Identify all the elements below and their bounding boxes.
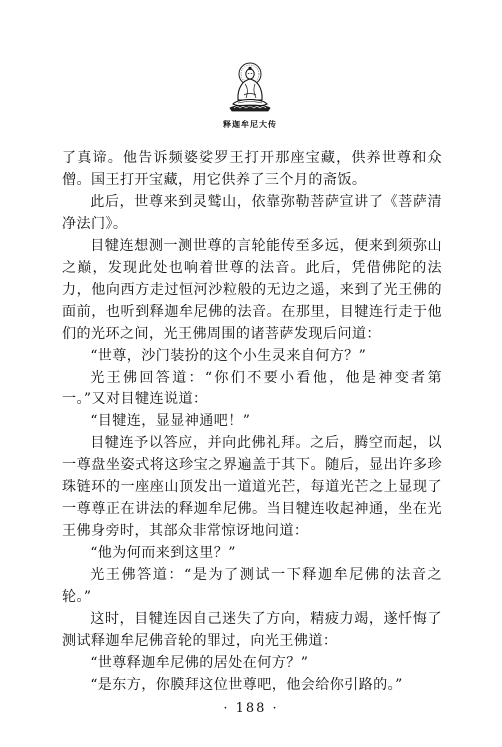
paragraph: 此后，世尊来到灵鹫山，依靠弥勒菩萨宣讲了《菩萨清净法门》。 (62, 193, 442, 232)
buddha-figure-illustration (226, 60, 274, 114)
paragraph: “目犍连，显显神通吧！” (90, 413, 251, 430)
paragraph: “世尊释迦牟尼佛的居处在何方？” (90, 654, 309, 671)
paragraph: 目犍连想测一测世尊的言轮能传至多远，便来到须弥山之巅，发现此处也响着世尊的法音。此后，凭借佛陀的法力，他向西方走过恒河沙粒般的无边之遥，来到了光王佛的面前，也听到释迦牟尼佛的法音。在那里，目犍连行走于他们的光环之间，光王佛周围的诸菩萨发现后问道： (62, 237, 442, 342)
paragraph: “是东方，你膜拜这位世尊吧，他会给你引路的。” (90, 676, 403, 693)
paragraph: “世尊，沙门装扮的这个小生灵来自何方？” (90, 347, 367, 364)
paragraph: 光王佛回答道：“你们不要小看他，他是神变者第一。”又对目犍连说道： (62, 369, 442, 408)
paragraph: 光王佛答道：“是为了测试一下释迦牟尼佛的法音之轮。” (62, 567, 442, 606)
illustration-caption: 释迦牟尼大传 (223, 119, 277, 129)
page-number: · 188 · (223, 701, 279, 716)
paragraph: 这时，目犍连因自己迷失了方向，精疲力竭，遂忏悔了测试释迦牟尼佛音轮的罪过，向光王佛道： (62, 611, 442, 649)
body-text (62, 148, 442, 697)
paragraph: “他为何而来到这里？” (90, 545, 236, 562)
paragraph: 目犍连予以答应，并向此佛礼拜。之后，腾空而起，以一尊盘坐姿式将这珍宝之界遍盖于其下。随后，显出许多珍珠链环的一座座山顶发出一道道光芒，每道光芒之上显现了一尊尊正在讲法的释迦牟尼佛。当目犍连收起神通，坐在光王佛身旁时，其部众非常惊讶地问道： (62, 435, 442, 540)
paragraph: 了真谛。他告诉频婆娑罗王打开那座宝藏，供养世尊和众僧。国王打开宝藏，用它供养了三个月的斋饭。 (62, 150, 442, 188)
